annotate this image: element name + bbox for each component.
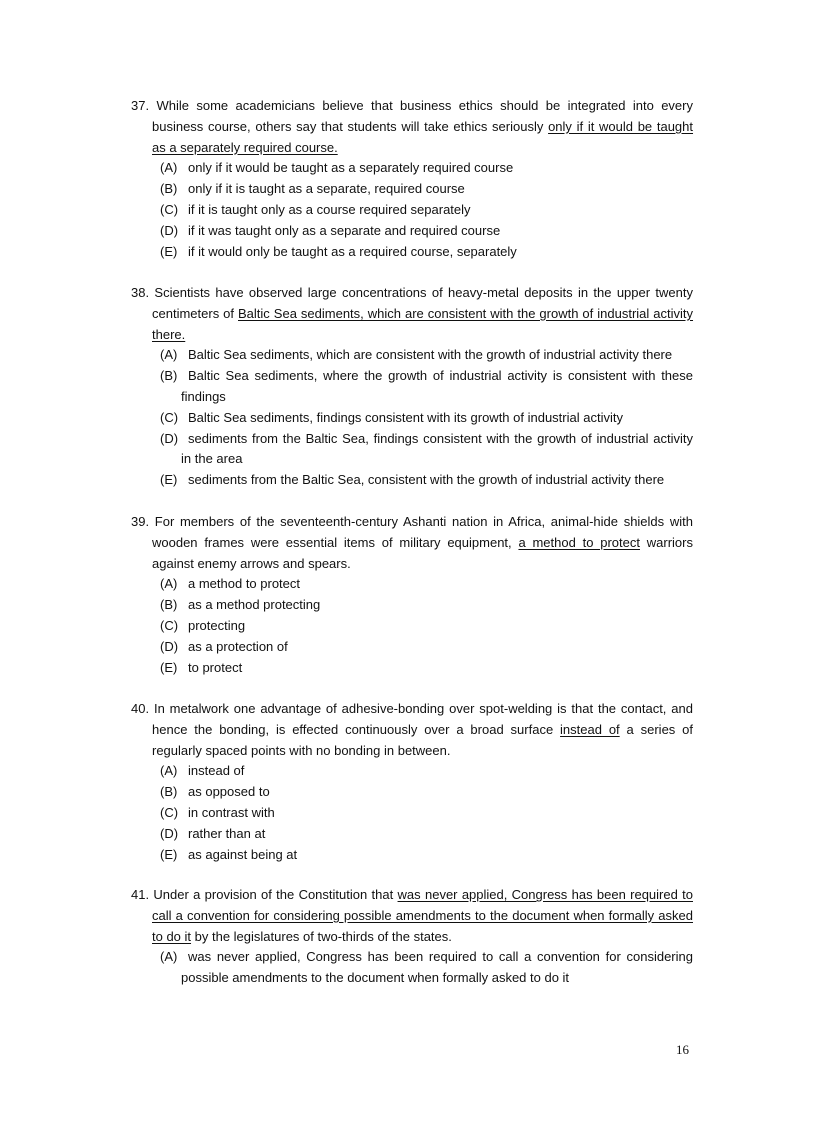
- stem-text-after: warriors against enemy arrows and spears.: [152, 534, 693, 571]
- option-text: only if it would be taught as a separately required course: [188, 160, 514, 176]
- question-39: [131, 512, 693, 678]
- answer-option: [134, 761, 693, 782]
- option-label: (A): [160, 576, 178, 592]
- question-37: [131, 96, 693, 262]
- stem-text: In metalwork one advantage of adhesive-bonding over spot-welding is that the contact, and hence the bonding, is effected continuously over a broad surface: [152, 701, 693, 737]
- stem-text: Scientists have observed large concentrations of heavy-metal deposits in the upper twenty centimeters of: [152, 285, 693, 321]
- answer-option: [134, 595, 693, 616]
- answer-option: [134, 658, 693, 679]
- option-text: as a method protecting: [188, 597, 321, 613]
- option-text: instead of: [188, 763, 245, 779]
- option-text: if it was taught only as a separate and required course: [188, 222, 501, 238]
- stem-text: For members of the seventeenth-century Ashanti nation in Africa, animal-hide shields with wooden frames were essential items of military equipment,: [152, 514, 693, 550]
- question-number: 38.: [131, 285, 150, 300]
- stem-text: Under a provision of the Constitution that: [153, 887, 398, 902]
- answer-option: [134, 782, 693, 803]
- answer-option: [134, 637, 693, 658]
- option-label: (B): [160, 181, 178, 197]
- underlined-portion: was never applied, Congress has been required to call a convention for considering possible amendments to the document when formally asked to do it: [152, 887, 693, 944]
- question-number: 41.: [131, 887, 150, 902]
- option-label: (A): [160, 949, 178, 965]
- stem-text: While some academicians believe that business ethics should be integrated into every business course, others say that students will take ethics seriously: [152, 98, 693, 134]
- question-stem: [131, 885, 693, 947]
- question-stem: [131, 283, 693, 345]
- answer-option: [134, 429, 693, 471]
- question-41: [131, 885, 693, 989]
- answer-option: [134, 179, 693, 200]
- option-label: (D): [160, 430, 179, 446]
- option-text: only if it is taught as a separate, required course: [188, 181, 465, 197]
- stem-text-after: by the legislatures of two-thirds of the states.: [191, 928, 452, 944]
- option-label: (C): [160, 617, 179, 633]
- question-stem: [131, 512, 693, 574]
- underlined-portion: instead of: [560, 721, 620, 737]
- option-label: (E): [160, 243, 178, 259]
- answer-option: [134, 408, 693, 429]
- option-label: (B): [160, 597, 178, 613]
- stem-text-after: a series of regularly spaced points with no bonding in between.: [152, 721, 693, 758]
- answer-option: [134, 574, 693, 595]
- option-text: rather than at: [188, 825, 266, 841]
- question-number: 37.: [131, 98, 150, 113]
- question-38: [131, 283, 693, 491]
- answer-option: [134, 845, 693, 866]
- answer-option: [134, 366, 693, 408]
- option-label: (D): [160, 638, 179, 654]
- question-stem: [131, 699, 693, 761]
- answer-option: [134, 221, 693, 242]
- option-label: (C): [160, 409, 179, 425]
- answer-option: [134, 242, 693, 263]
- option-label: (D): [160, 222, 179, 238]
- answer-option: [134, 803, 693, 824]
- option-label: (E): [160, 659, 178, 675]
- option-label: (A): [160, 160, 178, 176]
- question-40: [131, 699, 693, 865]
- option-label: (A): [160, 763, 178, 779]
- question-stem: [131, 96, 693, 158]
- option-text: a method to protect: [188, 576, 301, 592]
- option-label: (B): [160, 784, 178, 800]
- option-text: if it would only be taught as a required course, separately: [188, 243, 517, 259]
- option-text: Baltic Sea sediments, which are consistent with the growth of industrial activity there: [188, 347, 673, 363]
- option-label: (E): [160, 846, 178, 862]
- option-text: protecting: [188, 617, 246, 633]
- option-text: if it is taught only as a course required separately: [188, 201, 471, 217]
- option-label: (C): [160, 804, 179, 820]
- option-text: sediments from the Baltic Sea, findings consistent with the growth of industrial activity in the area: [181, 430, 693, 467]
- underlined-portion: only if it would be taught as a separately required course.: [152, 118, 694, 155]
- underlined-portion: a method to protect: [518, 534, 640, 550]
- option-text: in contrast with: [188, 804, 275, 820]
- answer-options: [131, 158, 693, 262]
- option-text: as a protection of: [188, 638, 288, 654]
- option-text: as against being at: [188, 846, 298, 862]
- underlined-portion: Baltic Sea sediments, which are consistent with the growth of industrial activity there.: [152, 305, 694, 342]
- question-number: 39.: [131, 514, 150, 529]
- answer-option: [134, 947, 693, 989]
- option-text: was never applied, Congress has been required to call a convention for considering possible amendments to the document when formally asked to do it: [181, 949, 693, 986]
- option-text: sediments from the Baltic Sea, consistent with the growth of industrial activity there: [188, 472, 665, 488]
- option-text: Baltic Sea sediments, findings consistent with its growth of industrial activity: [188, 409, 623, 425]
- answer-options: [131, 947, 693, 989]
- question-number: 40.: [131, 701, 150, 716]
- answer-option: [134, 824, 693, 845]
- answer-option: [134, 200, 693, 221]
- option-label: (B): [160, 368, 178, 384]
- answer-options: [131, 345, 693, 491]
- answer-options: [131, 761, 693, 865]
- option-label: (E): [160, 472, 178, 488]
- answer-option: [134, 345, 693, 366]
- answer-options: [131, 574, 693, 678]
- option-label: (C): [160, 201, 179, 217]
- answer-option: [134, 470, 693, 491]
- page-number: 16: [676, 1042, 689, 1057]
- option-label: (A): [160, 347, 178, 363]
- answer-option: [134, 158, 693, 179]
- answer-option: [134, 616, 693, 637]
- option-text: Baltic Sea sediments, where the growth of industrial activity is consistent with these findings: [181, 368, 693, 404]
- option-label: (D): [160, 825, 179, 841]
- option-text: to protect: [188, 659, 243, 675]
- option-text: as opposed to: [188, 784, 270, 800]
